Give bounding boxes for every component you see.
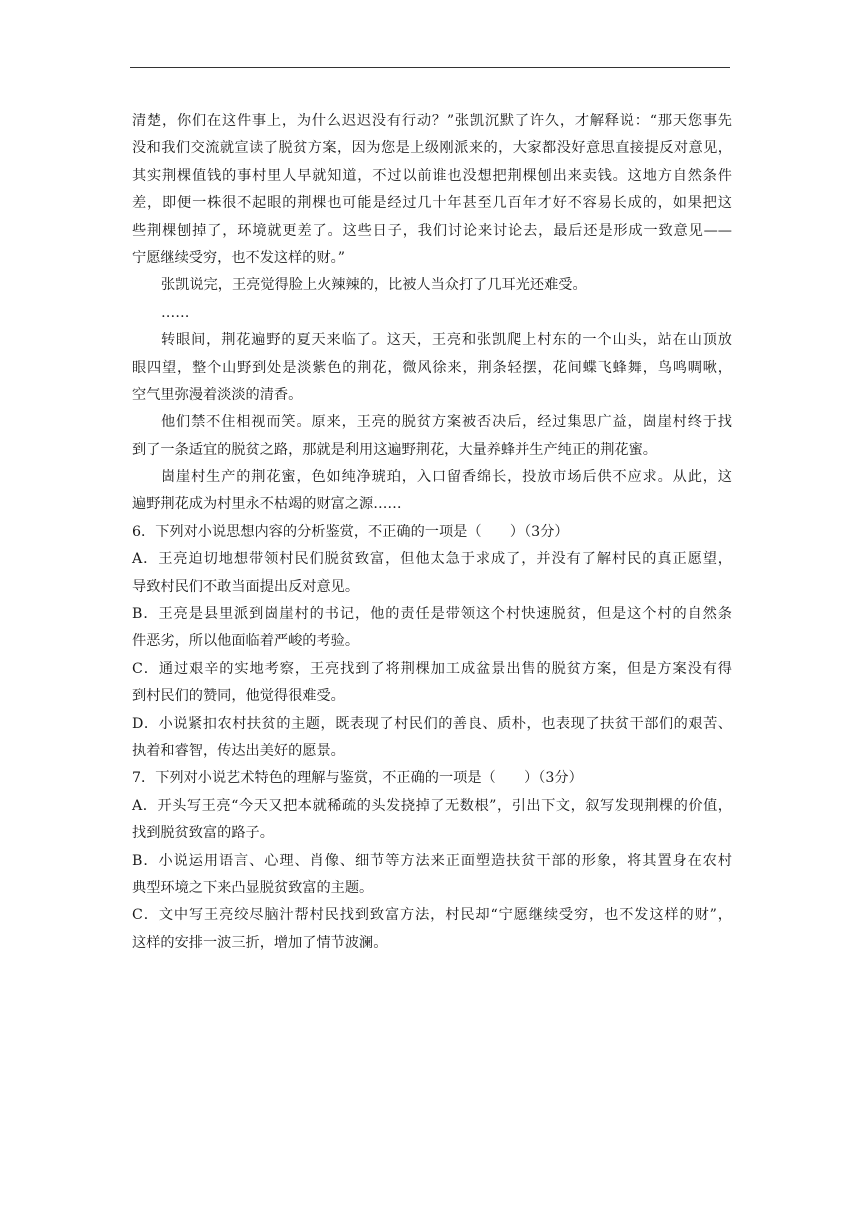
text-line: D．小说紧扣农村扶贫的主题，既表现了村民们的善良、质朴，也表现了扶贫干部们的艰苦、	[132, 715, 732, 732]
question-stem: 7．下列对小说艺术特色的理解与鉴赏，不正确的一项是（ ）（3分）	[132, 770, 583, 787]
option-a	[132, 546, 732, 601]
text-line: 找到脱贫致富的路子。	[132, 825, 274, 842]
text-line: 遍野荆花成为村里永不枯竭的财富之源……	[132, 496, 402, 513]
text-line: 典型环境之下来凸显脱贫致富的主题。	[132, 879, 374, 896]
option-a	[132, 793, 732, 848]
text-line: C．文中写王亮绞尽脑汁帮村民找到致富方法，村民却“宁愿继续受穷，也不发这样的财”，	[132, 907, 732, 924]
document-body	[132, 108, 732, 957]
text-line: 其实荆棵值钱的事村里人早就知道，不过以前谁也没想把荆棵刨出来卖钱。这地方自然条件	[132, 167, 732, 184]
text-line: 没和我们交流就宣读了脱贫方案，因为您是上级刚派来的，大家都没好意思直接提反对意见，	[132, 140, 732, 157]
text-line: C．通过艰辛的实地考察，王亮找到了将荆棵加工成盆景出售的脱贫方案，但是方案没有得	[132, 660, 732, 677]
question-6	[132, 519, 732, 766]
text-line: 差，即便一株很不起眼的荆棵也可能是经过几十年甚至几百年才好不容易长成的，如果把这	[132, 195, 732, 212]
option-b	[132, 601, 732, 656]
text-line: A．开头写王亮“今天又把本就稀疏的头发挠掉了无数根”，引出下文，叙写发现荆棵的价值，	[132, 797, 732, 814]
text-line: 空气里弥漫着淡淡的清香。	[132, 386, 303, 403]
option-c	[132, 902, 732, 957]
option-c	[132, 656, 732, 711]
text-line: 眼四望，整个山野到处是淡紫色的荆花，微风徐来，荆条轻摆，花间蝶飞蜂舞，鸟鸣啁啾，	[132, 359, 732, 376]
passage-paragraph-4	[132, 409, 732, 464]
text-line: 执着和睿智，传达出美好的愿景。	[132, 742, 345, 759]
text-line: 宁愿继续受穷，也不发这样的财。”	[132, 249, 345, 266]
passage-ellipsis: ……	[161, 304, 190, 321]
text-line: B．小说运用语言、心理、肖像、细节等方法来正面塑造扶贫干部的形象，将其置身在农村	[132, 852, 732, 869]
text-line: 导致村民们不敢当面提出反对意见。	[132, 578, 360, 595]
text-line: 崮崖村生产的荆花蜜，色如纯净琥珀，入口留香绵长，投放市场后供不应求。从此，这	[161, 469, 732, 486]
text-line: 他们禁不住相视而笑。原来，王亮的脱贫方案被否决后，经过集思广益，崮崖村终于找	[161, 414, 732, 431]
passage-paragraph-3	[132, 327, 732, 409]
question-7	[132, 765, 732, 957]
passage-paragraph-1	[132, 108, 732, 272]
header-rule	[130, 67, 730, 68]
text-line: 清楚，你们在这件事上，为什么迟迟没有行动？”张凯沉默了许久，才解释说：“那天您事先	[132, 113, 732, 129]
text-line: 到村民们的赞同，他觉得很难受。	[132, 688, 345, 705]
passage-paragraph-5	[132, 464, 732, 519]
option-b	[132, 848, 732, 903]
text-line: A．王亮迫切地想带领村民们脱贫致富，但他太急于求成了，并没有了解村民的真正愿望，	[132, 551, 732, 568]
text-line: 件恶劣，所以他面临着严峻的考验。	[132, 633, 360, 650]
text-line: 些荆棵刨掉了，环境就更差了。这些日子，我们讨论来讨论去，最后还是形成一致意见——	[132, 222, 732, 239]
passage-paragraph-2: 张凯说完，王亮觉得脸上火辣辣的，比被人当众打了几耳光还难受。	[161, 277, 587, 294]
option-d	[132, 711, 732, 766]
question-stem: 6．下列对小说思想内容的分析鉴赏，不正确的一项是（ ）（3分）	[132, 523, 569, 540]
text-line: 转眼间，荆花遍野的夏天来临了。这天，王亮和张凯爬上村东的一个山头，站在山顶放	[161, 332, 732, 349]
text-line: B．王亮是县里派到崮崖村的书记，他的责任是带领这个村快速脱贫，但是这个村的自然条	[132, 606, 732, 623]
text-line: 到了一条适宜的脱贫之路，那就是利用这遍野荆花，大量养蜂并生产纯正的荆花蜜。	[132, 441, 657, 458]
text-line: 这样的安排一波三折，增加了情节波澜。	[132, 934, 388, 951]
